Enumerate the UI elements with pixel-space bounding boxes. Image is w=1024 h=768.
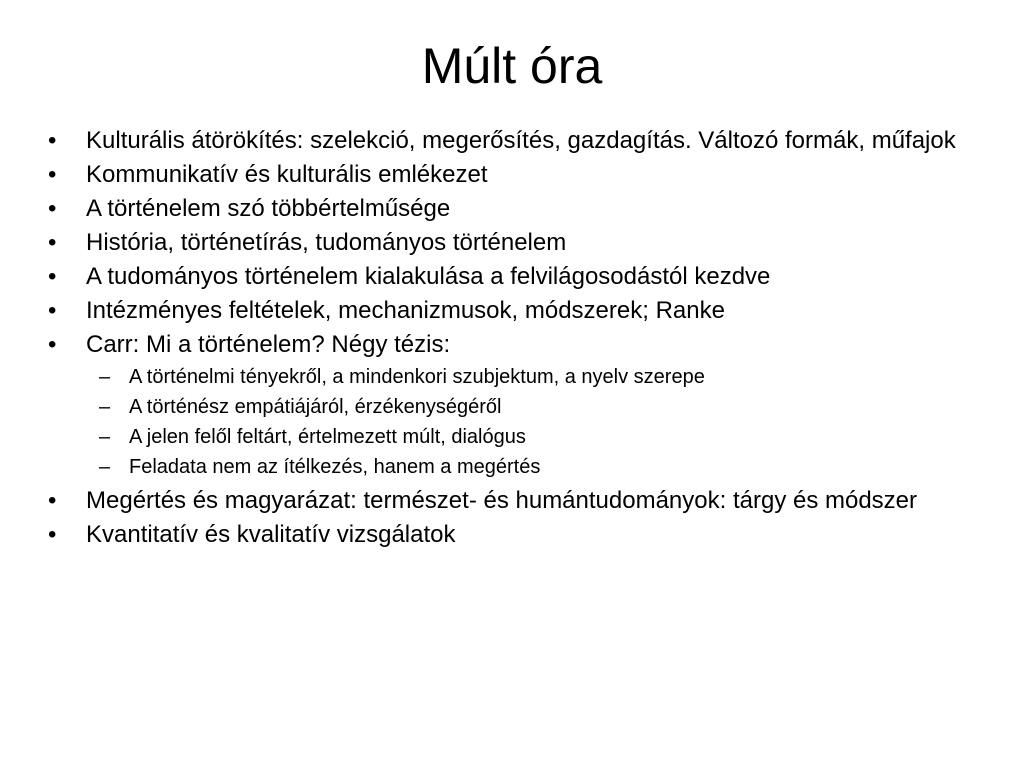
bullet-text: Megértés és magyarázat: természet- és humántudományok: tárgy és módszer: [86, 487, 918, 514]
sub-bullet-list: [86, 365, 986, 479]
bullet-marker: •: [48, 521, 57, 548]
sub-bullet-text: A jelen felől feltárt, értelmezett múlt, dialógus: [129, 426, 526, 448]
sub-bullet-text: Feladata nem az ítélkezés, hanem a megértés: [129, 456, 541, 478]
bullet-text: Carr: Mi a történelem? Négy tézis:: [86, 331, 451, 358]
sub-bullet-item: [86, 365, 986, 389]
bullet-marker: •: [48, 331, 57, 358]
bullet-marker: •: [48, 195, 57, 222]
bullet-text: Intézményes feltételek, mechanizmusok, módszerek; Ranke: [86, 297, 725, 324]
bullet-item: [46, 196, 986, 221]
bullet-text: História, történetírás, tudományos történelem: [86, 229, 567, 256]
dash-marker: –: [99, 396, 111, 418]
sub-bullet-text: A történész empátiájáról, érzékenységéről: [129, 396, 502, 418]
bullet-text: Kvantitatív és kvalitatív vizsgálatok: [86, 521, 456, 548]
bullet-item: [46, 162, 986, 187]
dash-marker: –: [99, 426, 111, 448]
bullet-item: [46, 128, 986, 153]
dash-marker: –: [99, 456, 111, 478]
bullet-item: [46, 230, 986, 255]
bullet-text: Kommunikatív és kulturális emlékezet: [86, 161, 488, 188]
bullet-item: [46, 298, 986, 323]
slide-title: Múlt óra: [421, 38, 603, 94]
sub-bullet-item: [86, 455, 986, 479]
bullet-item: [46, 332, 986, 479]
bullet-marker: •: [48, 161, 57, 188]
bullet-item: [46, 264, 986, 289]
sub-bullet-item: [86, 395, 986, 419]
sub-bullet-text: A történelmi tényekről, a mindenkori szubjektum, a nyelv szerepe: [129, 366, 705, 388]
bullet-item: [46, 522, 986, 547]
dash-marker: –: [99, 366, 111, 388]
bullet-text: A tudományos történelem kialakulása a felvilágosodástól kezdve: [86, 263, 771, 290]
sub-bullet-item: [86, 425, 986, 449]
bullet-marker: •: [48, 487, 57, 514]
bullet-marker: •: [48, 297, 57, 324]
bullet-item: [46, 488, 986, 513]
bullet-marker: •: [48, 263, 57, 290]
bullet-list: [46, 128, 986, 556]
bullet-text: Kulturális átörökítés: szelekció, megerősítés, gazdagítás. Változó formák, műfajok: [86, 127, 956, 154]
bullet-marker: •: [48, 229, 57, 256]
bullet-marker: •: [48, 127, 57, 154]
bullet-text: A történelem szó többértelműsége: [86, 195, 451, 222]
